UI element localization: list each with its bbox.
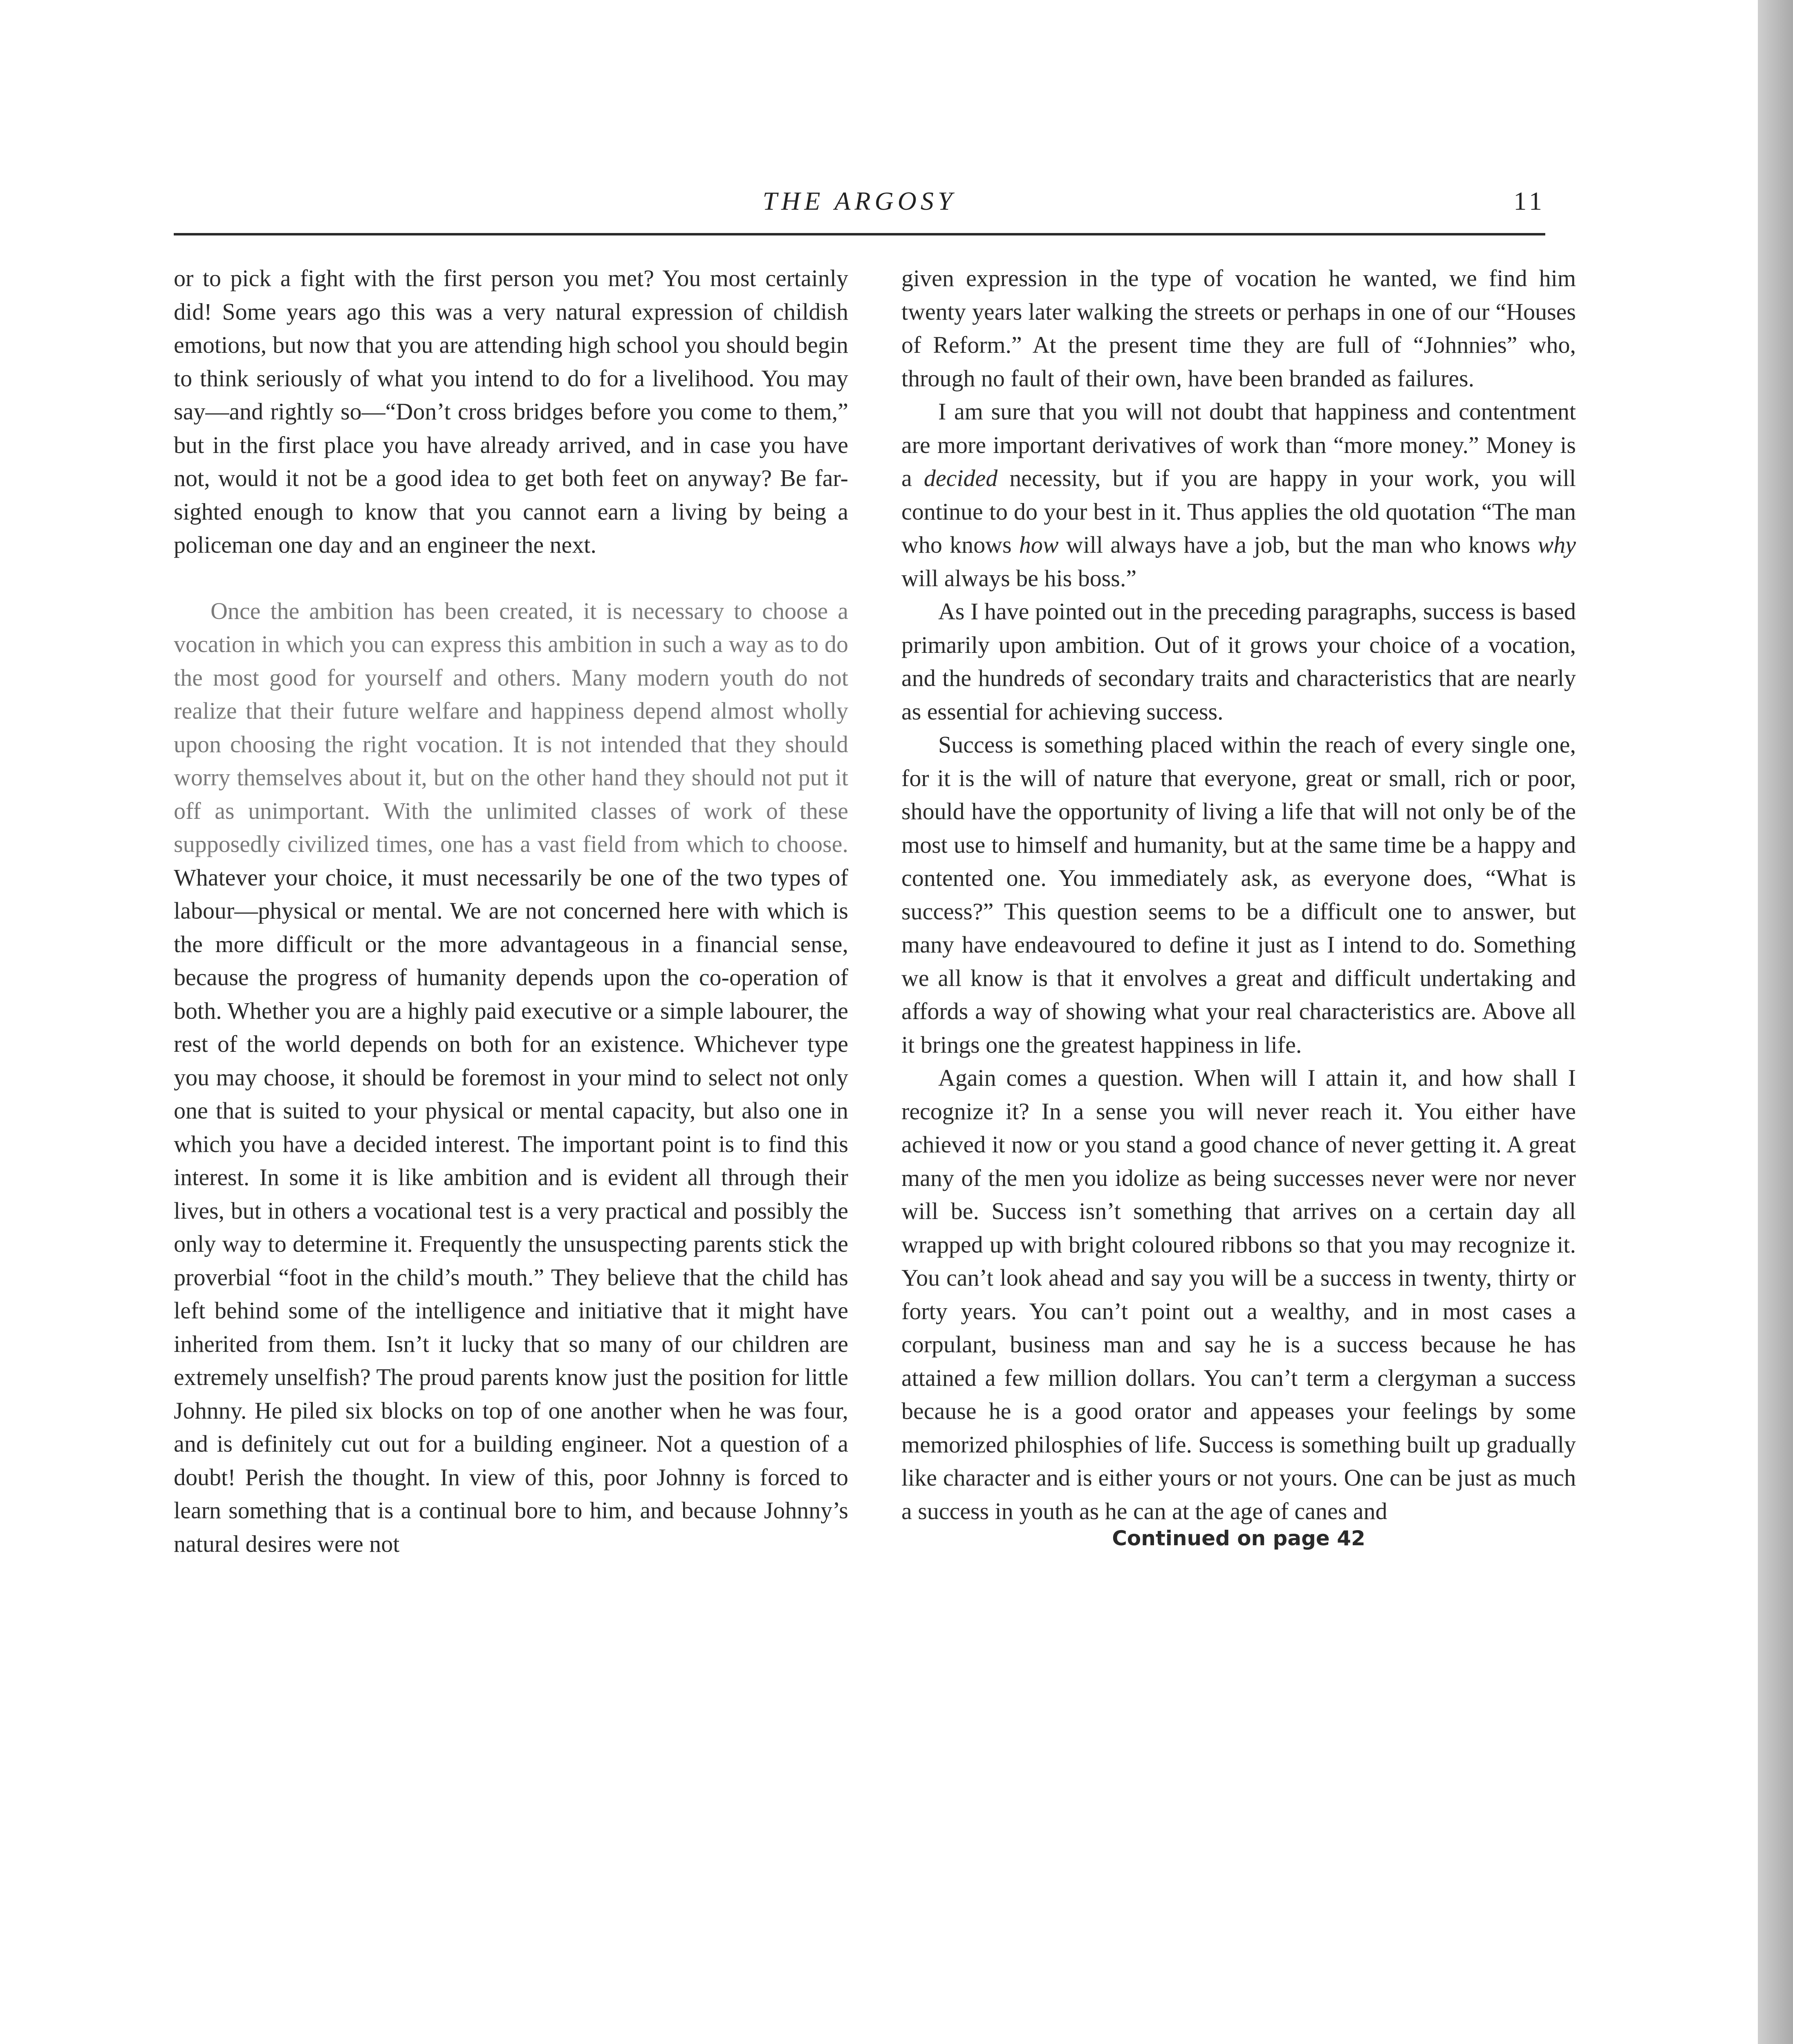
- left-paragraph-2: [174, 594, 848, 1561]
- header-rule: [174, 233, 1545, 235]
- paragraph-gap: [174, 562, 848, 594]
- faded-text: Once the ambition has been created, it is necessary to choose a vocation in which you can express this ambition in such a way as to do the most good for yourself and others. Many modern youth do not realize that their future welfare and happiness depend almost wholly upon choosing the right vocation. It is not intended that they should worry themselves about it, but on the other hand they should not put it off as unimportant. With the unlimited classes of work of these supposedly civilized times, one has a vast field from which to choose.: [174, 597, 848, 857]
- text-run: will always be his boss.”: [901, 565, 1137, 592]
- page-header: [174, 186, 1545, 235]
- left-paragraph-1: or to pick a fight with the first person you met? You most certainly did! Some years ago this was a very natural expression of childish emotions, but now that you are attending high school you should begin to think seriously of what you intend to do for a livelihood. You may say—and rightly so—“Don’t cross bridges before you come to them,” but in the first place you have already arrived, and in case you have not, would it not be a good idea to get both feet on anyway? Be far-sighted enough to know that you cannot earn a living by being a policeman one day and an engineer the next.: [174, 265, 848, 558]
- text-run: necessity, but if you are happy in your work, you will continue to do your best in it. Thus applies the old quotation “The man who knows: [901, 465, 1576, 558]
- running-title: THE ARGOSY: [762, 186, 957, 215]
- continued-notice: Continued on page 42: [1112, 1526, 1365, 1550]
- right-paragraph-2: [901, 395, 1576, 595]
- left-paragraph-2-continued: Whatever your choice, it must necessarily be one of the two types of labour—physical or mental. We are not concerned here with which is the more difficult or the more advantageous in a financial sense, because the progress of humanity depends upon the co-operation of both. Whether you are a highly paid executive or a simple labourer, the rest of the world depends on both for an existence. Whichever type you may choose, it should be foremost in your mind to select not only one that is suited to your physical or mental capacity, but also one in which you have a decided interest. The important point is to find this interest. In some it is like ambition and is evident all through their lives, but in others a vocational test is a very practical and possibly the only way to determine it. Frequently the unsuspecting parents stick the proverbial “foot in the child’s mouth.” They believe that the child has left behind some of the intelligence and initiative that it might have inherited from them. Isn’t it lucky that so many of our children are extremely unselfish? The proud parents know just the position for little Johnny. He piled six blocks on top of one another when he was four, and is definitely cut out for a building engineer. Not a question of a doubt! Perish the thought. In view of this, poor Johnny is forced to learn something that is a continual bore to him, and because Johnny’s natural desires were not: [174, 864, 848, 1557]
- text-run: I am sure that you will not doubt that happiness and contentment are more important derivatives of work than “more money.” Money is a: [901, 398, 1576, 491]
- italic-why: why: [1537, 531, 1576, 558]
- right-paragraph-3: As I have pointed out in the preceding paragraphs, success is based primarily upon ambition. Out of it grows your choice of a vocation, and the hundreds of secondary traits and characteristics that are nearly as essential for achieving success.: [901, 598, 1576, 725]
- right-paragraph-1: given expression in the type of vocation he wanted, we find him twenty years later walking the streets or perhaps in one of our “Houses of Reform.” At the present time they are full of “Johnnies” who, through no fault of their own, have been branded as failures.: [901, 265, 1576, 392]
- right-paragraph-4: Success is something placed within the reach of every single one, for it is the will of nature that everyone, great or small, rich or poor, should have the opportunity of living a life that will not only be of the most use to himself and humanity, but at the same time be a happy and contented one. You immediately ask, as everyone does, “What is success?” This question seems to be a difficult one to answer, but many have endeavoured to define it just as I intend to do. Something we all know is that it envolves a great and difficult undertaking and affords a way of showing what your real characteristics are. Above all it brings one the greatest happiness in life.: [901, 731, 1576, 1058]
- page-edge-shadow: [1758, 0, 1793, 2044]
- right-column: [901, 262, 1576, 1551]
- page-number: 11: [1513, 186, 1545, 215]
- italic-how: how: [1019, 531, 1059, 558]
- left-column: [174, 262, 848, 1560]
- italic-decided: decided: [923, 465, 998, 491]
- right-paragraph-5: Again comes a question. When will I attain it, and how shall I recognize it? In a sense you will never reach it. You either have achieved it now or you stand a good chance of never getting it. A great many of the men you idolize as being successes never were nor never will be. Success isn’t something that arrives on a certain day all wrapped up with bright coloured ribbons so that you may recognize it. You can’t look ahead and say you will be a success in twenty, thirty or forty years. You can’t point out a wealthy, and in most cases a corpulant, business man and say he is a success because he has attained a few million dollars. You can’t term a clergyman a success because he is a good orator and appeases your feelings by some memorized philosphies of life. Success is something built up gradually like character and is either yours or not yours. One can be just as much a success in youth as he can at the age of canes and: [901, 1065, 1576, 1524]
- text-run: will always have a job, but the man who knows: [1066, 531, 1531, 558]
